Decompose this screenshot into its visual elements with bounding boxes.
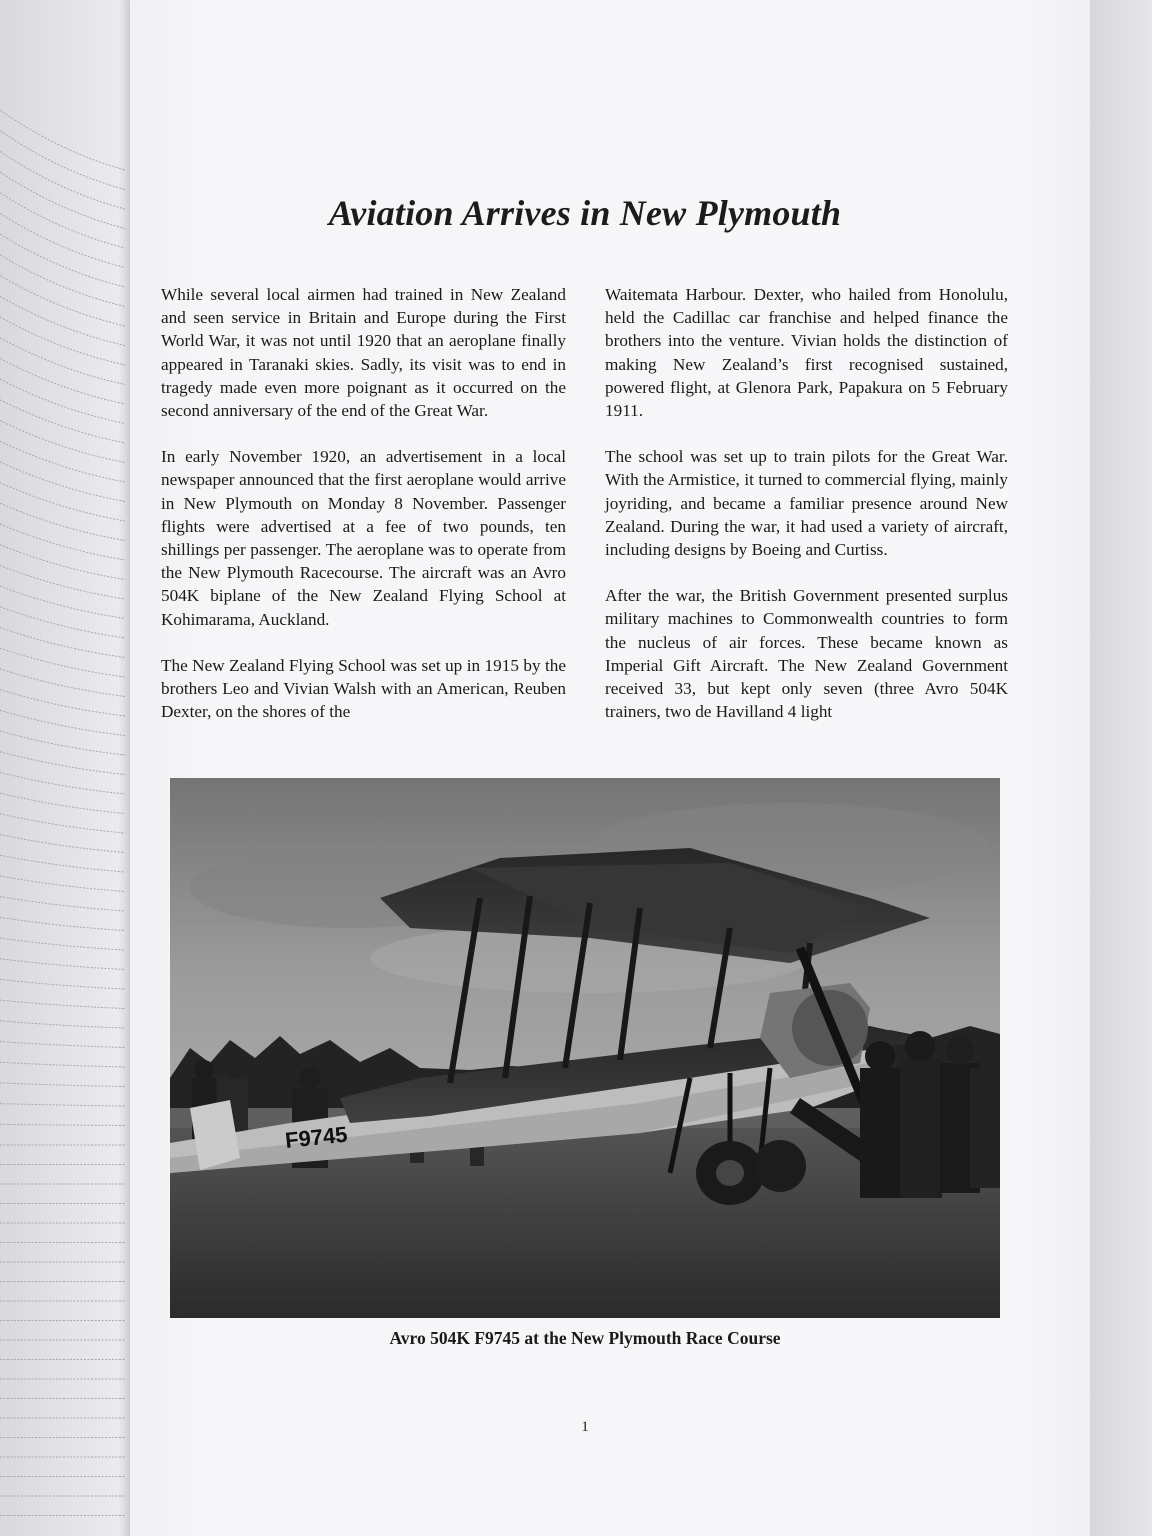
page-edge-line bbox=[0, 1000, 125, 1008]
page-edge-line bbox=[0, 586, 125, 618]
page-edge-line bbox=[0, 421, 125, 463]
page-edge-line bbox=[0, 959, 125, 970]
page-edge-line bbox=[0, 131, 125, 190]
page-edge-line bbox=[0, 855, 125, 872]
paragraph: Waitemata Harbour. Dexter, who hailed from Honolulu, held the Cadillac car franchise and helped finance the brothers into the venture. Vivian holds the distinction of making New Zealand’s first recognised sustained, powered flight, at Glenora Park, Papakura on 5 February 1911. bbox=[605, 285, 1008, 421]
page-edge-line bbox=[0, 1104, 125, 1106]
page-edge-line bbox=[0, 565, 125, 599]
biplane-photo-drawing bbox=[170, 778, 1000, 1318]
page-edge-line bbox=[0, 814, 125, 833]
page-edge-line bbox=[0, 338, 125, 385]
aircraft-registration: F9745 bbox=[283, 1121, 349, 1153]
page-edge-line bbox=[0, 441, 125, 482]
biplane-photo bbox=[170, 778, 1000, 1318]
background-surface bbox=[1090, 0, 1152, 1536]
right-column bbox=[605, 283, 1008, 746]
page-edge-line bbox=[0, 628, 125, 658]
page-edge-line bbox=[0, 1021, 125, 1028]
paragraph: After the war, the British Government presented surplus military machines to Commonwealth countries to form the nucleus of air forces. These became known as Imperial Gift Aircraft. The New Zealand Government received 33, but kept only seven (three Avro 504K trainers, two de Havilland 4 light bbox=[605, 586, 1008, 722]
page-edge-line bbox=[0, 462, 125, 502]
page-edge-line bbox=[0, 151, 125, 209]
page-edge-line bbox=[0, 835, 125, 853]
page-edge-line bbox=[0, 503, 125, 540]
page-edge-line bbox=[0, 1083, 125, 1087]
page-edge-line bbox=[0, 648, 125, 677]
page-number: 1 bbox=[581, 1419, 589, 1435]
paragraph: The New Zealand Flying School was set up in 1915 by the brothers Leo and Vivian Walsh with an American, Reuben Dexter, on the shores of the bbox=[161, 655, 566, 722]
page-edge-line bbox=[0, 793, 125, 813]
page-edge-line bbox=[0, 938, 125, 950]
page-edge-line bbox=[0, 876, 125, 892]
paragraph: In early November 1920, an advertisement in a local newspaper announced that the first aeroplane would arrive in New Plymouth on Monday 8 November. Passenger flights were advertised at a fee of two pounds, ten shillings per passenger. The aeroplane was to operate from the New Plymouth Racecourse. The aircraft was an Avro 504K biplane of the New Zealand Flying School at Kohimarama, Auckland. bbox=[161, 447, 566, 629]
page-edge-line bbox=[0, 483, 125, 521]
paragraph: The school was set up to train pilots for the Great War. With the Armistice, it turned to commercial flying, mainly joyriding, and became a familiar presence around New Zealand. During the war, it had used a variety of aircraft, including designs by Boeing and Curtiss. bbox=[605, 447, 1008, 560]
page-edge-line bbox=[0, 752, 125, 775]
page-edge-line bbox=[0, 1042, 125, 1048]
page-edge-line bbox=[0, 214, 125, 268]
page-edge-line bbox=[0, 276, 125, 326]
page-edge-line bbox=[0, 193, 125, 248]
page-edge-line bbox=[0, 979, 125, 989]
page-edge-line bbox=[0, 917, 125, 930]
page-edge-line bbox=[0, 1124, 125, 1125]
page-edge-line bbox=[0, 172, 125, 228]
page-edge-line bbox=[0, 772, 125, 794]
page-stack-edges bbox=[0, 0, 132, 1536]
page-title: Aviation Arrives in New Plymouth bbox=[328, 193, 842, 233]
page-edge-line bbox=[0, 731, 125, 755]
page-edge-line bbox=[0, 110, 125, 170]
left-column bbox=[161, 283, 566, 746]
page-edge-line bbox=[0, 897, 125, 911]
page-edge-lines bbox=[0, 0, 132, 1536]
page-edge-line bbox=[0, 234, 125, 287]
page-edge-line bbox=[0, 358, 125, 404]
page-edge-line bbox=[0, 607, 125, 638]
page-edge-line bbox=[0, 710, 125, 735]
photo-caption: Avro 504K F9745 at the New Plymouth Race Course bbox=[389, 1328, 781, 1348]
page-edge-line bbox=[0, 669, 125, 697]
paragraph: While several local airmen had trained in New Zealand and seen service in Britain and Europe during the First World War, it was not until 1920 that an aeroplane finally appeared in Taranaki skies. Sadly, its visit was to end in tragedy made even more poignant as it occurred on the second anniversary of the end of the Great War. bbox=[161, 285, 566, 421]
page-edge-line bbox=[0, 1062, 125, 1067]
page-edge-line bbox=[0, 545, 125, 580]
page-edge-line bbox=[0, 524, 125, 560]
